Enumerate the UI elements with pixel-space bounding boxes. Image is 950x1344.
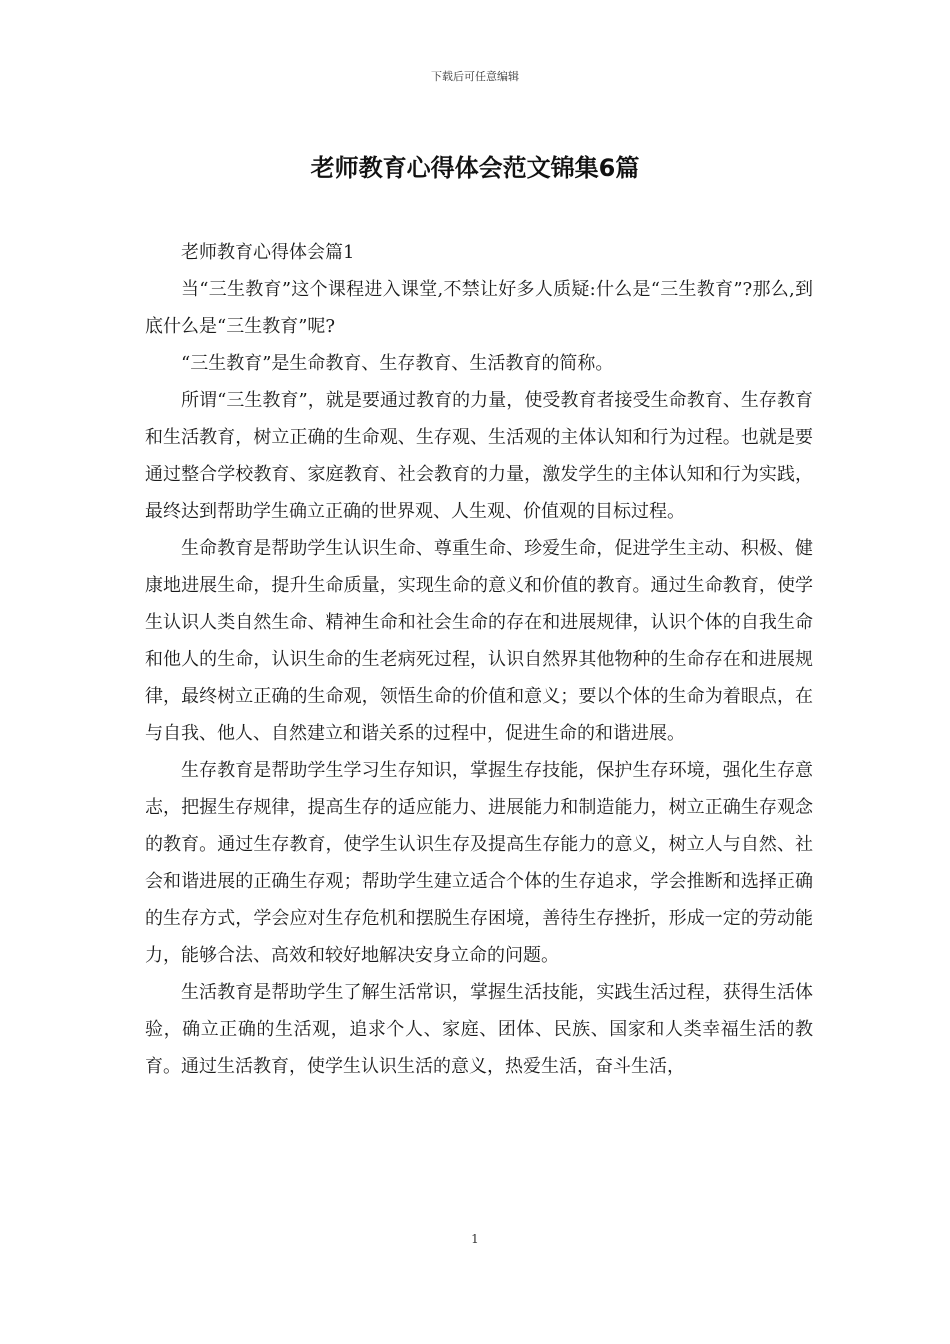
section-heading: 老师教育心得体会篇1 <box>181 242 355 263</box>
paragraph: 所谓“三生教育”，就是要通过教育的力量，使受教育者接受生命教育、生存教育和生活教育，树立正确的生命观、生存观、生活观的主体认知和行为过程。也就是要通过整合学校教育、家庭教育、社会教育的力量，激发学生的主体认知和行为实践，最终达到帮助学生确立正确的世界观、人生观、价值观的目标过程。 <box>145 390 813 522</box>
document-body <box>145 234 813 1085</box>
page-header-note: 下载后可任意编辑 <box>431 70 519 83</box>
document-title: 老师教育心得体会范文锦集6篇 <box>310 154 640 182</box>
paragraph: 生存教育是帮助学生学习生存知识，掌握生存技能，保护生存环境，强化生存意志，把握生存规律，提高生存的适应能力、进展能力和制造能力，树立正确生存观念的教育。通过生存教育，使学生认识生存及提高生存能力的意义，树立人与自然、社会和谐进展的正确生存观；帮助学生建立适合个体的生存追求，学会推断和选择正确的生存方式，学会应对生存危机和摆脱生存困境，善待生存挫折，形成一定的劳动能力，能够合法、高效和较好地解决安身立命的问题。 <box>145 760 813 966</box>
paragraph: 生命教育是帮助学生认识生命、尊重生命、珍爱生命，促进学生主动、积极、健康地进展生命，提升生命质量，实现生命的意义和价值的教育。通过生命教育，使学生认识人类自然生命、精神生命和社会生命的存在和进展规律，认识个体的自我生命和他人的生命，认识生命的生老病死过程，认识自然界其他物种的生命存在和进展规律，最终树立正确的生命观，领悟生命的价值和意义；要以个体的生命为着眼点，在与自我、他人、自然建立和谐关系的过程中，促进生命的和谐进展。 <box>145 538 813 744</box>
paragraph: “三生教育”是生命教育、生存教育、生活教育的简称。 <box>181 353 614 374</box>
paragraph: 生活教育是帮助学生了解生活常识，掌握生活技能，实践生活过程，获得生活体验，确立正确的生活观，追求个人、家庭、团体、民族、国家和人类幸福生活的教育。通过生活教育，使学生认识生活的意义，热爱生活，奋斗生活， <box>145 982 813 1077</box>
paragraph: 当“三生教育”这个课程进入课堂,不禁让好多人质疑:什么是“三生教育”?那么,到底什么是“三生教育”呢? <box>145 279 813 337</box>
page-number: 1 <box>471 1232 479 1246</box>
